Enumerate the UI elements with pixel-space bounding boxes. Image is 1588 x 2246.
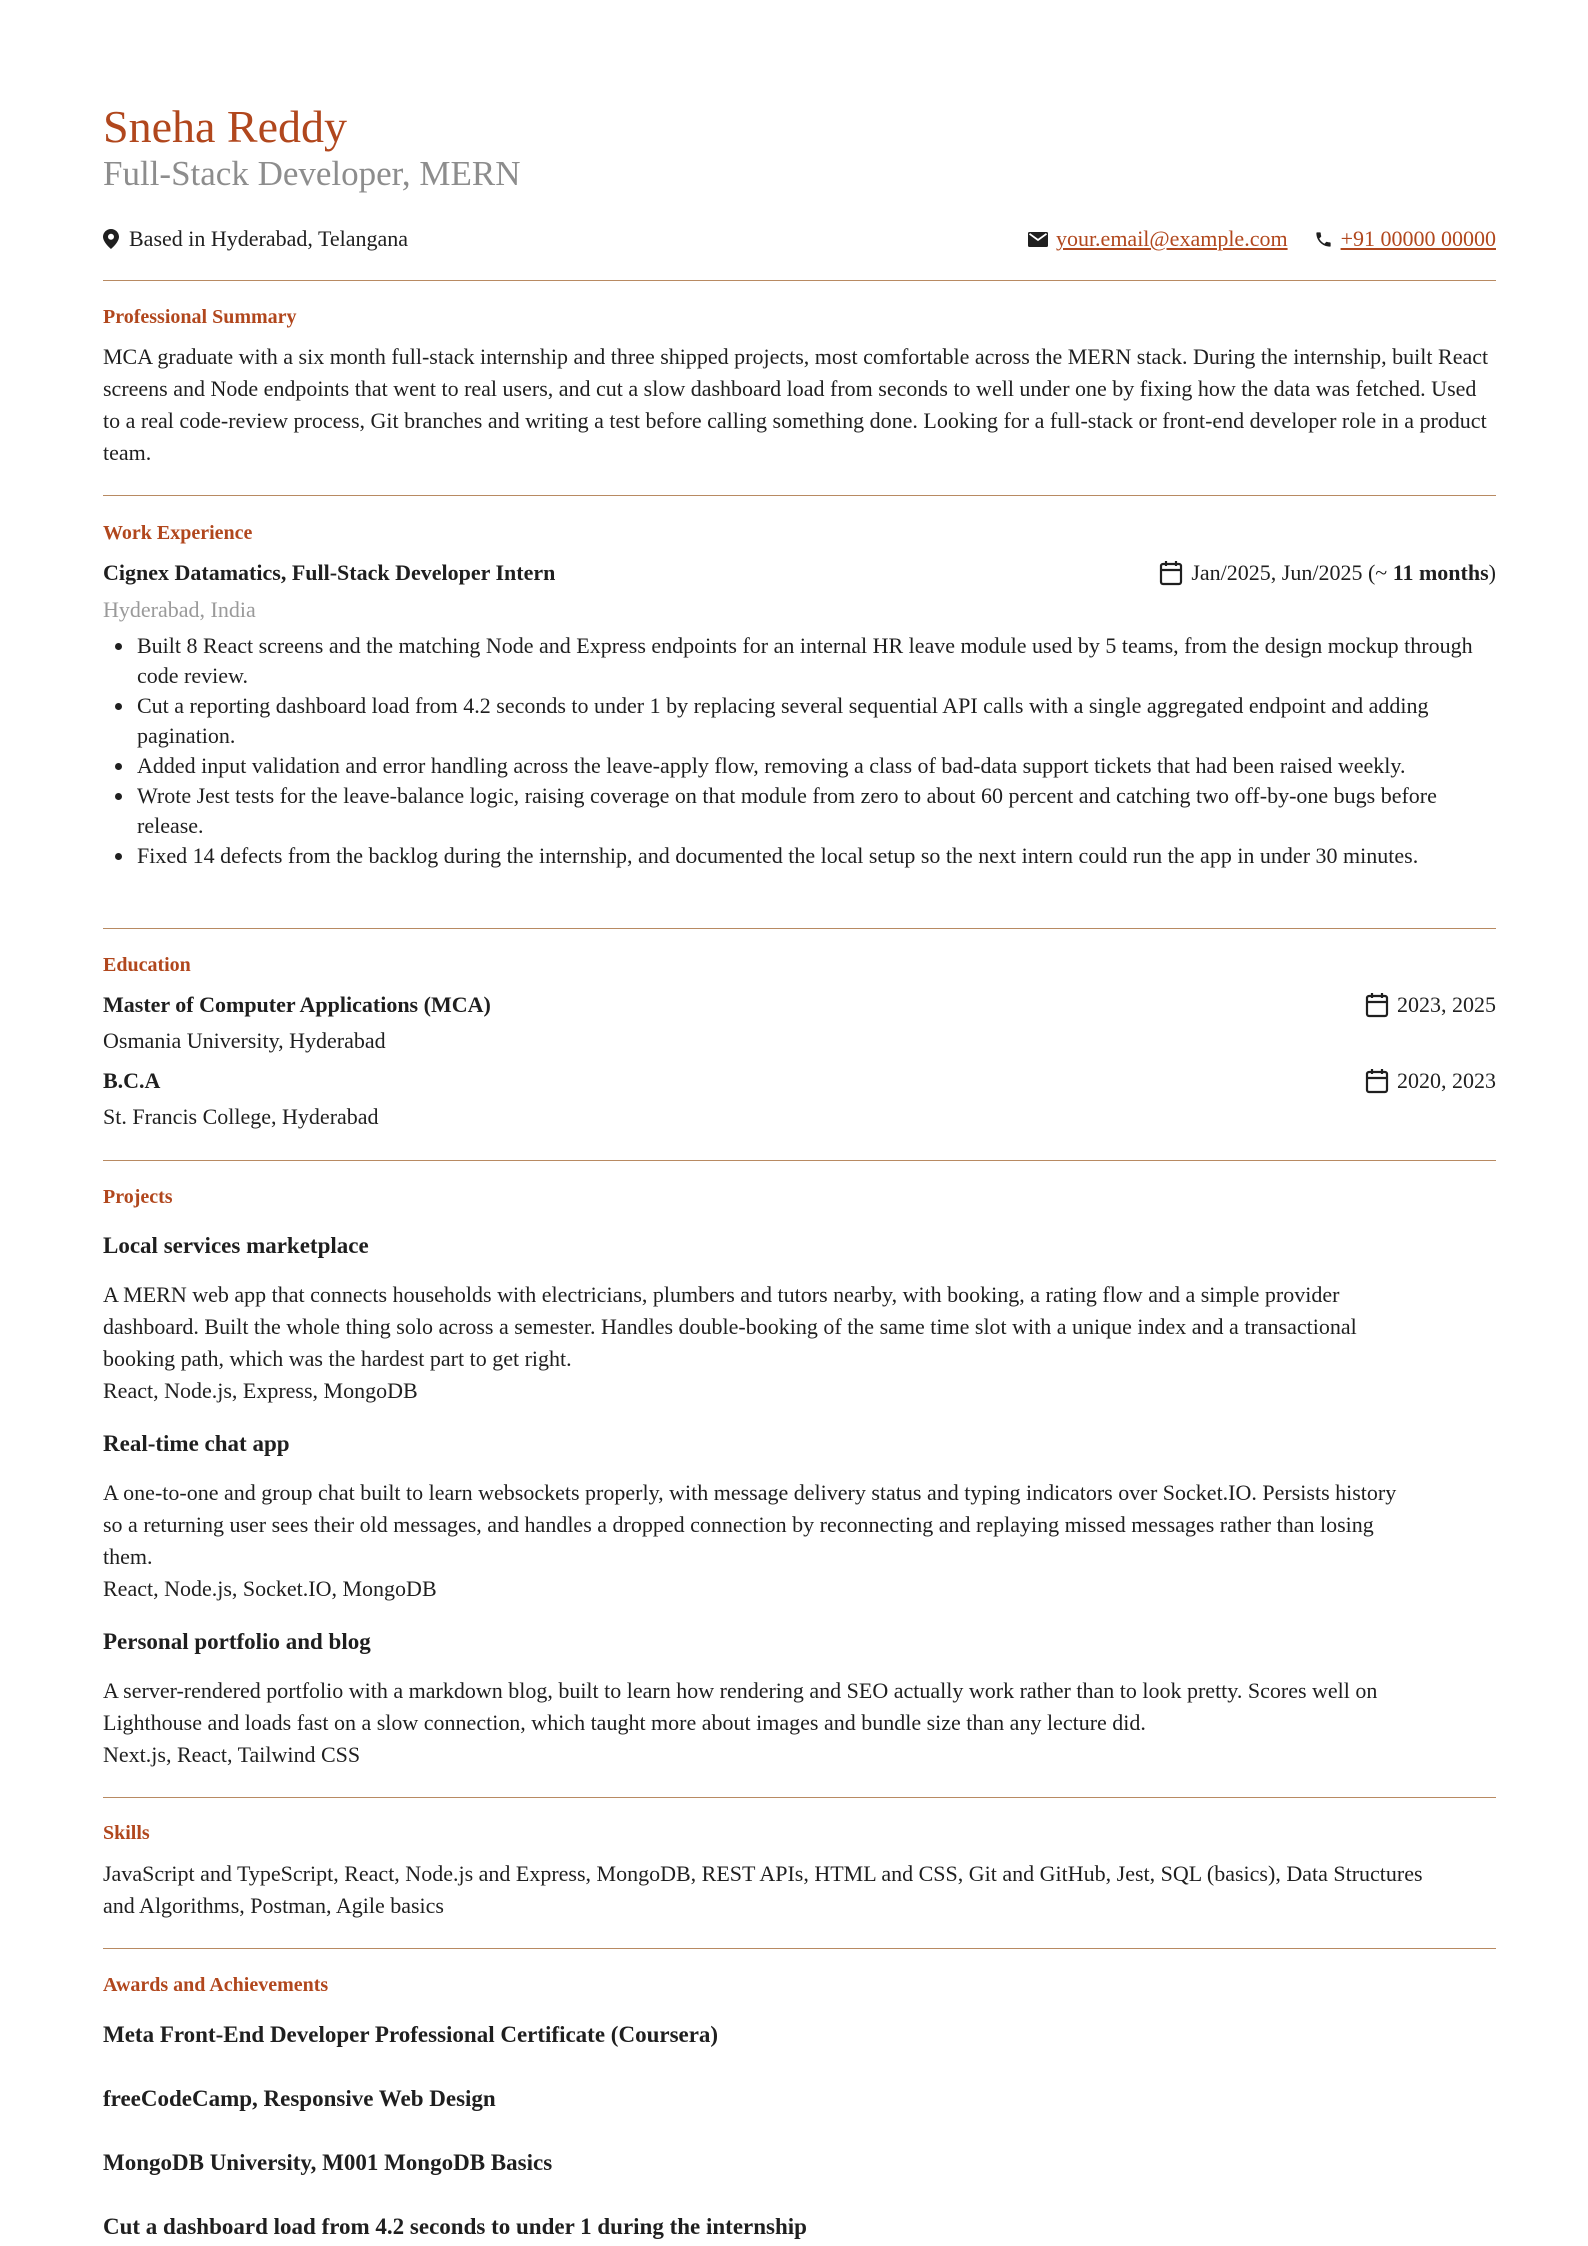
project-tech: React, Node.js, Express, MongoDB — [103, 1378, 418, 1403]
job-duration: 11 months — [1392, 560, 1489, 585]
candidate-role: Full-Stack Developer, MERN — [103, 154, 521, 193]
email-link[interactable]: your.email@example.com — [1055, 226, 1288, 251]
education-dates: 2023, 2025 — [1365, 988, 1496, 1022]
contact-links — [1002, 221, 1496, 257]
calendar-icon — [1159, 560, 1183, 586]
awards-heading: Awards and Achievements — [103, 1974, 329, 1996]
job-date-range: Jan/2025, Jun/2025 (~ 11 months) — [1191, 560, 1496, 585]
project-description-line: A MERN web app that connects households with electricians, plumbers and tutors nearby, with booking, a rating flow and a simple provider — [103, 1282, 1340, 1307]
project-description-line: dashboard. Built the whole thing solo across a semester. Handles double-booking of the same time slot with a unique index and a transactional — [103, 1314, 1357, 1339]
project-description-line: so a returning user sees their old messages, and handles a dropped connection by reconnecting and replaying missed messages rather than losing — [103, 1512, 1374, 1537]
degree-name: Master of Computer Applications (MCA) — [103, 992, 491, 1017]
project-description-line: them. — [103, 1544, 153, 1569]
section-divider — [103, 280, 1496, 281]
phone-icon — [1314, 230, 1333, 249]
list-item: Cut a reporting dashboard load from 4.2 seconds to under 1 by replacing several sequential API calls with a single aggregated endpoint and adding pagination. — [103, 691, 1496, 751]
job-title-line: Cignex Datamatics, Full-Stack Developer Intern — [103, 560, 556, 585]
project-tech: React, Node.js, Socket.IO, MongoDB — [103, 1576, 437, 1601]
project-description-line: A server-rendered portfolio with a markdown blog, built to learn how rendering and SEO actually work rather than to look pretty. Scores well on — [103, 1678, 1378, 1703]
contact-bar — [103, 221, 1496, 257]
list-item: Added input validation and error handling across the leave-apply flow, removing a class of bad-data support tickets that had been raised weekly. — [103, 751, 1496, 781]
school-name: Osmania University, Hyderabad — [103, 1028, 386, 1053]
list-item: Built 8 React screens and the matching Node and Express endpoints for an internal HR leave module used by 5 teams, from the design mockup through code review. — [103, 631, 1496, 691]
projects-heading: Projects — [103, 1186, 173, 1208]
project-title: Local services marketplace — [103, 1233, 369, 1258]
degree-name: B.C.A — [103, 1068, 161, 1093]
summary-heading: Professional Summary — [103, 306, 297, 328]
project-tech: Next.js, React, Tailwind CSS — [103, 1742, 361, 1767]
list-item: Wrote Jest tests for the leave-balance logic, raising coverage on that module from zero to about 60 percent and catching two off-by-one bugs before release. — [103, 781, 1496, 841]
job-location: Hyderabad, India — [103, 597, 256, 622]
calendar-icon — [1365, 992, 1389, 1018]
phone-item — [1314, 221, 1496, 257]
award-item: Cut a dashboard load from 4.2 seconds to under 1 during the internship — [103, 2214, 807, 2239]
project-description-line: Lighthouse and loads fast on a slow connection, which taught more about images and bundle size than any lecture did. — [103, 1710, 1146, 1735]
award-item: Meta Front-End Developer Professional Certificate (Coursera) — [103, 2022, 719, 2047]
education-heading: Education — [103, 954, 191, 976]
job-position: Full-Stack Developer Intern — [291, 560, 556, 585]
envelope-icon — [1028, 232, 1048, 247]
location-text: Based in Hyderabad, Telangana — [129, 226, 409, 251]
education-item — [103, 988, 1496, 1022]
project-description-line: booking path, which was the hardest part to get right. — [103, 1346, 572, 1371]
skills-line: JavaScript and TypeScript, React, Node.js and Express, MongoDB, REST APIs, HTML and CSS, Git and GitHub, Jest, SQL (basics), Data Structures — [103, 1861, 1423, 1886]
section-divider — [103, 1797, 1496, 1798]
job-header — [103, 556, 1496, 590]
list-item: Fixed 14 defects from the backlog during the internship, and documented the local setup so the next intern could run the app in under 30 minutes. — [103, 841, 1496, 871]
section-divider — [103, 928, 1496, 929]
school-name: St. Francis College, Hyderabad — [103, 1104, 379, 1129]
section-divider — [103, 1948, 1496, 1949]
section-divider — [103, 1160, 1496, 1161]
phone-link[interactable]: +91 00000 00000 — [1340, 226, 1496, 251]
education-dates: 2020, 2023 — [1365, 1064, 1496, 1098]
skills-line: and Algorithms, Postman, Agile basics — [103, 1893, 444, 1918]
company-name: Cignex Datamatics — [103, 560, 281, 585]
experience-heading: Work Experience — [103, 522, 253, 544]
job-bullets — [103, 631, 1496, 871]
award-item: freeCodeCamp, Responsive Web Design — [103, 2086, 496, 2111]
candidate-name: Sneha Reddy — [103, 101, 348, 152]
calendar-icon — [1365, 1068, 1389, 1094]
education-item — [103, 1064, 1496, 1098]
location-item — [103, 221, 408, 257]
job-dates — [1159, 556, 1496, 590]
award-item: MongoDB University, M001 MongoDB Basics — [103, 2150, 553, 2175]
project-title: Personal portfolio and blog — [103, 1629, 371, 1654]
map-pin-icon — [103, 229, 119, 249]
email-item — [1028, 221, 1288, 257]
project-title: Real-time chat app — [103, 1431, 290, 1456]
section-divider — [103, 495, 1496, 496]
skills-heading: Skills — [103, 1822, 150, 1844]
summary-text: MCA graduate with a six month full-stack internship and three shipped projects, most comfortable across the MERN stack. During the internship, built React screens and Node endpoints that went to real users, and cut a slow dashboard load from seconds to well under one by fixing how the data was fetched. Used to a real code-review process, Git branches and writing a test before calling something done. Looking for a full-stack or front-end developer role in a product team. — [103, 344, 1489, 465]
project-description-line: A one-to-one and group chat built to learn websockets properly, with message delivery status and typing indicators over Socket.IO. Persists history — [103, 1480, 1397, 1505]
